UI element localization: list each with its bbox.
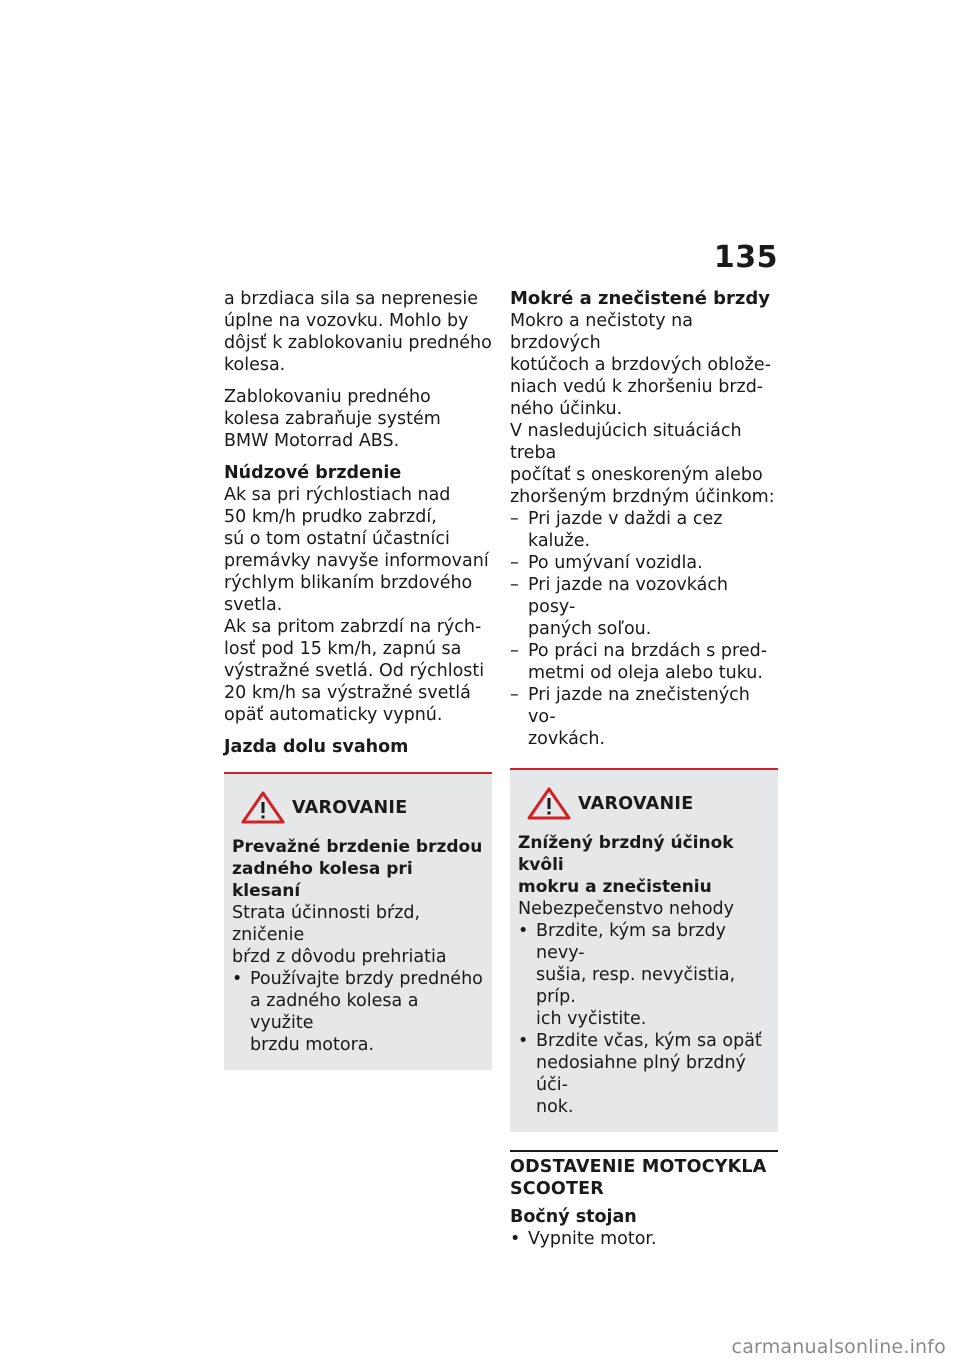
warning-header: [518, 784, 770, 824]
side-stand-bullet-list: [510, 1228, 778, 1250]
warning-text: [518, 898, 770, 920]
left-column: [224, 288, 492, 1070]
text-line: zhoršeným brzdným účinkom:: [510, 487, 775, 507]
right-column: [510, 288, 778, 1250]
dash-item: [510, 552, 778, 574]
text-line: sú o tom ostatní účastníci: [224, 529, 450, 549]
text-line: ich vyčistite.: [536, 1009, 647, 1029]
warning-bullet-list: [518, 920, 770, 1118]
text-line: Prevažné brzdenie brzdou: [232, 837, 483, 857]
text-line: kolesa zabraňuje systém: [224, 409, 441, 429]
situations-dash-list: [510, 508, 778, 750]
text-line: ODSTAVENIE MOTOCYKLA: [510, 1157, 767, 1177]
text-line: Pri jazde na znečistených vo-: [528, 685, 750, 727]
text-line: Používajte brzdy predného: [250, 969, 483, 989]
text-line: BMW Motorrad ABS.: [224, 431, 400, 451]
dash-marker: –: [510, 685, 519, 705]
text-line: úplne na vozovku. Mohlo by: [224, 311, 469, 331]
warning-title: VAROVANIE: [292, 798, 408, 818]
text-line: nedosiahne plný brzdný úči-: [536, 1053, 746, 1095]
text-line: metmi od oleja alebo tuku.: [528, 663, 763, 683]
text-line: a brzdiaca sila sa neprenesie: [224, 289, 479, 309]
text-line: Po umývaní vozidla.: [528, 553, 703, 573]
bullet-marker: •: [518, 921, 529, 941]
text-line: zadného kolesa pri klesaní: [232, 859, 413, 901]
text-line: sušia, resp. nevyčistia, príp.: [536, 965, 736, 1007]
warning-bullet-list: [232, 968, 484, 1056]
text-line: Nebezpečenstvo nehody: [518, 899, 734, 919]
text-line: brzdu motora.: [250, 1035, 375, 1055]
text-line: kolesa.: [224, 355, 286, 375]
text-line: počítať s oneskoreným alebo: [510, 465, 763, 485]
dash-item: [510, 508, 778, 552]
dash-marker: –: [510, 641, 519, 661]
paragraph-emergency-braking: [224, 484, 492, 616]
dash-item: [510, 640, 778, 684]
warning-triangle-icon: [524, 786, 574, 822]
text-line: výstražné svetlá. Od rýchlosti: [224, 661, 485, 681]
text-line: premávky navyše informovaní: [224, 551, 489, 571]
text-line: ného účinku.: [510, 399, 623, 419]
text-line: mokru a znečisteniu: [518, 877, 712, 897]
text-line: a zadného kolesa a využite: [250, 991, 419, 1033]
warning-box-wet-brakes: [510, 768, 778, 1132]
text-line: Brzdite, kým sa brzdy nevy-: [536, 921, 726, 963]
text-line: 20 km/h sa výstražné svetlá: [224, 683, 471, 703]
heading-emergency-braking: Núdzové brzdenie: [224, 463, 402, 483]
paragraph-abs-intro: [224, 288, 492, 376]
text-line: niach vedú k zhoršeniu brzd-: [510, 377, 764, 397]
dash-marker: –: [510, 553, 519, 573]
text-line: SCOOTER: [510, 1179, 604, 1199]
text-line: Ak sa pritom zabrzdí na rých-: [224, 617, 482, 637]
text-line: V nasledujúcich situáciách treba: [510, 421, 742, 463]
watermark: carmanualsonline.info: [731, 1336, 946, 1358]
section-title-parking: [510, 1150, 778, 1200]
text-line: Po práci na brzdách s pred-: [528, 641, 768, 661]
text-line: 50 km/h prudko zabrzdí,: [224, 507, 437, 527]
bullet-item: [518, 920, 770, 1030]
bullet-item: [232, 968, 484, 1056]
page-number: 135: [713, 240, 778, 275]
text-line: Brzdite včas, kým sa opäť: [536, 1031, 762, 1051]
text-line: bŕzd z dôvodu prehriatia: [232, 947, 447, 967]
text-line: Vypnite motor.: [528, 1229, 657, 1249]
text-line: paných soľou.: [528, 619, 652, 639]
text-line: Znížený brzdný účinok kvôli: [518, 833, 734, 875]
text-line: kotúčoch a brzdových oblože-: [510, 355, 772, 375]
warning-title: VAROVANIE: [578, 794, 694, 814]
paragraph-situations: [510, 420, 778, 508]
heading-side-stand: Bočný stojan: [510, 1207, 637, 1227]
bullet-marker: •: [510, 1229, 521, 1249]
bullet-item: [510, 1228, 778, 1250]
warning-header: [232, 788, 484, 828]
text-line: Pri jazde na vozovkách posy-: [528, 575, 729, 617]
text-line: nok.: [536, 1097, 574, 1117]
text-line: svetla.: [224, 595, 283, 615]
heading-downhill: Jazda dolu svahom: [224, 737, 409, 757]
warning-heading: [232, 836, 484, 902]
text-line: Ak sa pri rýchlostiach nad: [224, 485, 451, 505]
bullet-item: [518, 1030, 770, 1118]
paragraph-abs: [224, 386, 492, 452]
dash-item: [510, 574, 778, 640]
dash-item: [510, 684, 778, 750]
paragraph-wet-brakes: [510, 310, 778, 420]
warning-box-downhill: [224, 772, 492, 1070]
paragraph-hazard-lights: [224, 616, 492, 726]
warning-text: [232, 902, 484, 968]
text-line: Pri jazde v daždi a cez kaluže.: [528, 509, 723, 551]
text-line: Zablokovaniu predného: [224, 387, 431, 407]
warning-heading: [518, 832, 770, 898]
warning-triangle-icon: [238, 790, 288, 826]
heading-wet-brakes: Mokré a znečistené brzdy: [510, 288, 771, 309]
text-line: zovkách.: [528, 729, 606, 749]
text-line: Mokro a nečistoty na brzdových: [510, 311, 693, 353]
text-line: losť pod 15 km/h, zapnú sa: [224, 639, 462, 659]
dash-marker: –: [510, 509, 519, 529]
bullet-marker: •: [232, 969, 243, 989]
text-line: dôjsť k zablokovaniu predného: [224, 333, 492, 353]
bullet-marker: •: [518, 1031, 529, 1051]
dash-marker: –: [510, 575, 519, 595]
text-line: Strata účinnosti bŕzd, zničenie: [232, 903, 421, 945]
text-line: opäť automaticky vypnú.: [224, 705, 443, 725]
text-line: rýchlym blikaním brzdového: [224, 573, 473, 593]
